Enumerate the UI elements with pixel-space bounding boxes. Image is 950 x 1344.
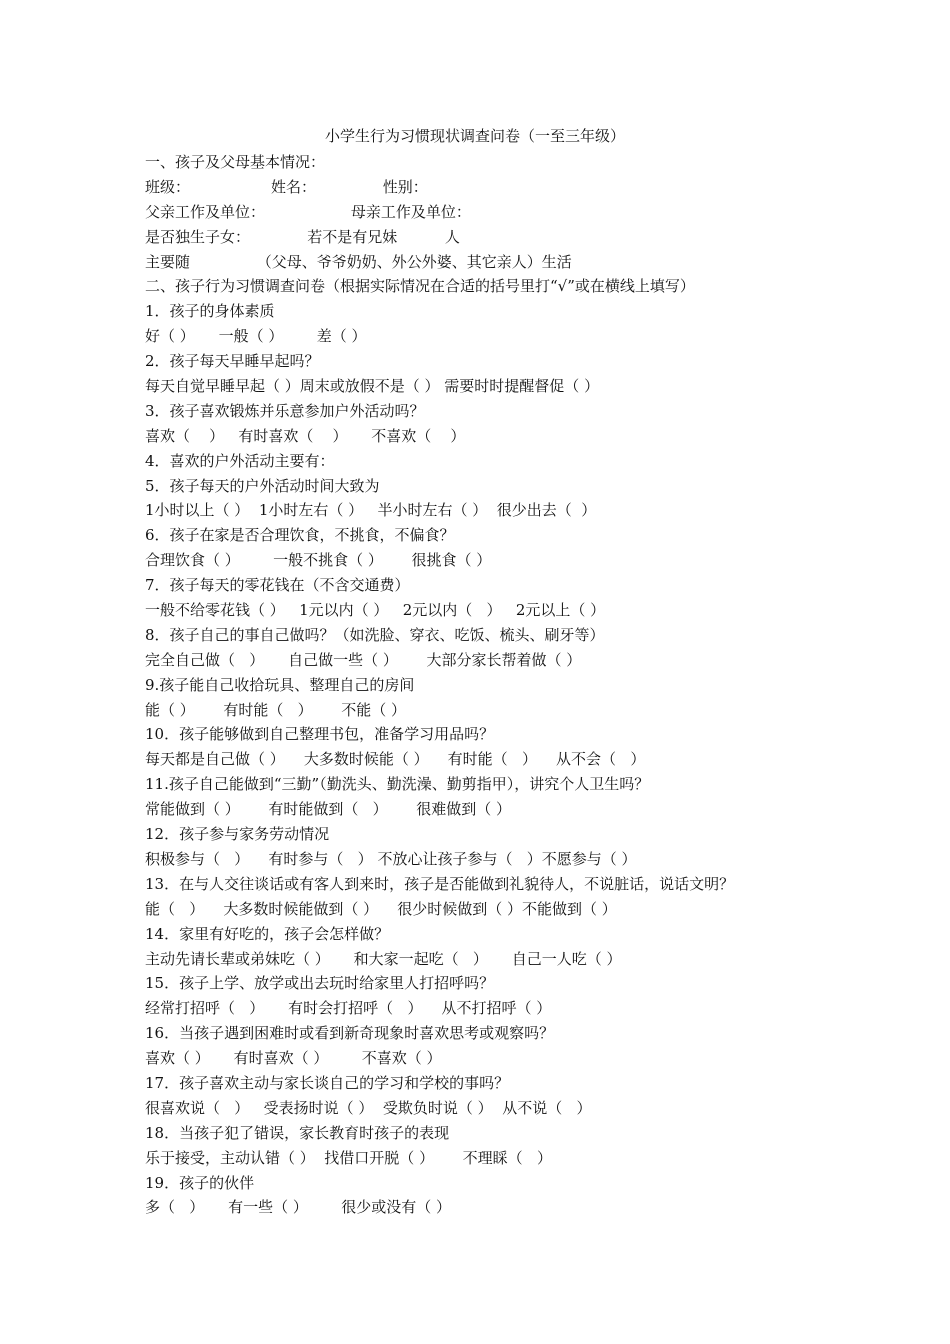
document-title: 小学生行为习惯现状调查问卷（一至三年级） [324, 127, 625, 145]
text-line: 乐于接受，主动认错（ ） 找借口开脱（ ） 不理睬（ ） [145, 1148, 552, 1167]
text-line: 喜欢（ ） 有时喜欢（ ） 不喜欢（ ） [145, 426, 466, 445]
text-line: 喜欢（ ） 有时喜欢（ ） 不喜欢（ ） [145, 1049, 442, 1068]
text-line: 积极参与（ ） 有时参与（ ） 不放心让孩子参与（ ）不愿参与（ ） [145, 849, 637, 868]
text-line: 4．喜欢的户外活动主要有： [145, 451, 335, 470]
text-line: 完全自己做（ ） 自己做一些（ ） 大部分家长帮着做（ ） [145, 650, 582, 669]
text-line: 8．孩子自己的事自己做吗？（如洗脸、穿衣、吃饭、梳头、刷牙等） [145, 625, 605, 644]
text-line: 10．孩子能够做到自己整理书包，准备学习用品吗？ [145, 725, 495, 744]
text-line: 1．孩子的身体素质 [145, 302, 275, 321]
text-line: 好（ ） 一般（ ） 差（ ） [145, 327, 367, 346]
text-line: 班级： 姓名： 性别： [145, 177, 428, 196]
text-line: 父亲工作及单位： 母亲工作及单位： [145, 202, 471, 221]
text-line: 18．当孩子犯了错误，家长教育时孩子的表现 [145, 1123, 450, 1142]
text-line: 很喜欢说（ ） 受表扬时说（ ） 受欺负时说（ ） 从不说（ ） [145, 1098, 592, 1117]
text-line: 12．孩子参与家务劳动情况 [145, 825, 330, 844]
text-line: 5．孩子每天的户外活动时间大致为 [145, 476, 380, 495]
text-line: 19．孩子的伙伴 [145, 1173, 255, 1192]
text-line: 是否独生子女： 若不是有兄妹 人 [145, 227, 460, 246]
text-line: 经常打招呼（ ） 有时会打招呼（ ） 从不打招呼（ ） [145, 999, 552, 1018]
text-line: 主动先请长辈或弟妹吃（ ） 和大家一起吃（ ） 自己一人吃（ ） [145, 949, 622, 968]
text-line: 一般不给零花钱（ ） 1元以内（ ） 2元以内（ ） 2元以上（ ） [145, 601, 606, 620]
text-line: 一、孩子及父母基本情况： [145, 153, 326, 171]
text-line: 多（ ） 有一些（ ） 很少或没有（ ） [145, 1198, 452, 1217]
text-line: 每天都是自己做（ ） 大多数时候能（ ） 有时能（ ） 从不会（ ） [145, 750, 646, 769]
text-line: 合理饮食（ ） 一般不挑食（ ） 很挑食（ ） [145, 551, 492, 570]
text-line: 每天自觉早睡早起（ ）周末或放假不是（ ） 需要时时提醒督促（ ） [145, 377, 600, 396]
questionnaire-body [145, 150, 925, 1220]
text-line: 15．孩子上学、放学或出去玩时给家里人打招呼吗？ [145, 974, 495, 993]
text-line: 16．当孩子遇到困难时或看到新奇现象时喜欢思考或观察吗？ [145, 1024, 555, 1043]
text-line: 7．孩子每天的零花钱在（不含交通费） [145, 576, 410, 595]
text-line: 能（ ） 大多数时候能做到（ ） 很少时候做到（ ）不能做到（ ） [145, 899, 617, 918]
text-line: 主要随 （父母、爷爷奶奶、外公外婆、其它亲人）生活 [145, 252, 572, 271]
text-line: 9.孩子能自己收拾玩具、整理自己的房间 [145, 675, 415, 694]
text-line: 17．孩子喜欢主动与家长谈自己的学习和学校的事吗？ [145, 1073, 510, 1092]
text-line: 3．孩子喜欢锻炼并乐意参加户外活动吗？ [145, 401, 425, 420]
text-line: 1小时以上（ ） 1小时左右（ ） 半小时左右（ ） 很少出去（ ） [145, 501, 597, 520]
text-line: 能（ ） 有时能（ ） 不能（ ） [145, 700, 407, 719]
text-line: 常能做到（ ） 有时能做到（ ） 很难做到（ ） [145, 800, 512, 819]
text-line: 14．家里有好吃的，孩子会怎样做？ [145, 924, 390, 943]
text-line: 13．在与人交往谈话或有客人到来时，孩子是否能做到礼貌待人，不说脏话，说话文明？ [145, 874, 735, 893]
text-line: 6．孩子在家是否合理饮食，不挑食，不偏食？ [145, 526, 455, 545]
text-line: 11.孩子自己能做到“三勤”（勤洗头、勤洗澡、勤剪指甲），讲究个人卫生吗？ [145, 775, 650, 794]
text-line: 二、孩子行为习惯调查问卷（根据实际情况在合适的括号里打“√”或在横线上填写） [145, 277, 695, 296]
text-line: 2．孩子每天早睡早起吗？ [145, 352, 320, 371]
